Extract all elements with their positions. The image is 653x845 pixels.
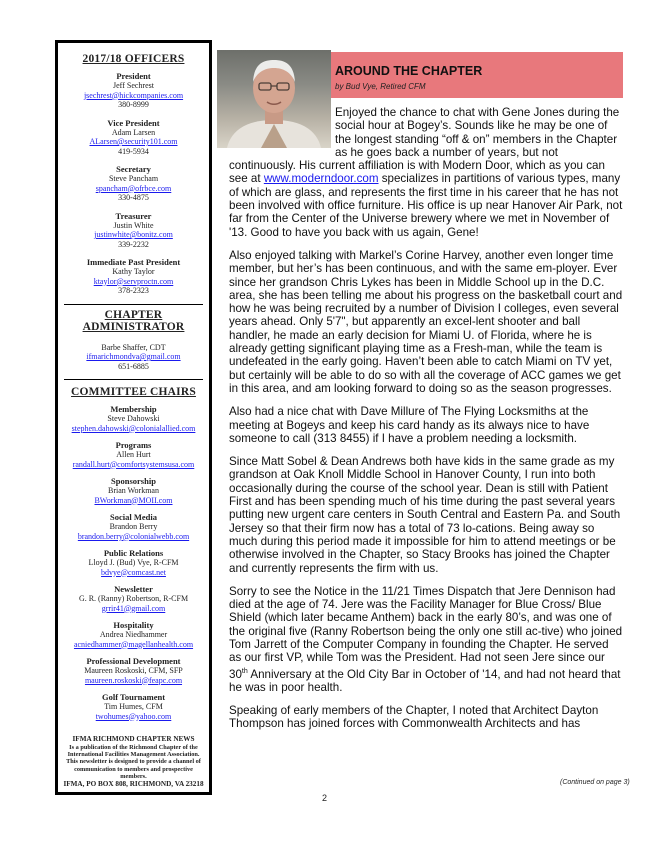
committee-email-link[interactable]: grrir41@gmail.com [101, 603, 166, 613]
officer-phone: 380-8999 [118, 100, 149, 109]
moderndoor-link[interactable]: www.moderndoor.com [263, 172, 379, 186]
newsletter-footer [62, 736, 205, 788]
page-number: 2 [322, 793, 328, 803]
committee-block [58, 440, 209, 469]
article-paragraph [229, 585, 624, 694]
footer-line: This newsletter is designed to provide a channel of communication to members and prospective members. [66, 758, 201, 781]
committee-chair-name: Steve Dahowski [107, 414, 160, 423]
committee-chair-name: Brian Workman [108, 486, 159, 495]
article-paragraph: Since Matt Sobel & Dean Andrews both have kids in the same grade as my grandson at Oak Knoll Middle School in Hanover County, I run into both occasionally during the course of the school year. Dean is still with Patient First and has been spending much of his time during the past several years putting new urgent care centers in South Central and Eastern Pa. and South Jersey so that their firm now has a total of 73 lo-cations. Being away so much during this period made it impossible for him to attend meetings or be otherwise involved in the Chapter, so Stacy Brooks has joined the Chapter and currently represents the firm with us. [229, 455, 621, 575]
officer-phone: 378-2323 [118, 286, 149, 295]
paragraph-text: Enjoyed the chance to chat with Gene Jones during the social hour at Bogey’s. Sounds like he may be one of the longest standing “off & on” members in the Chapter as he goes back a number of years, but not continuously. His current affiliation is with Modern Door, which as you can see at [229, 106, 620, 186]
committee-role: Sponsorship [111, 476, 156, 486]
officer-role: President [116, 71, 151, 81]
committee-chair-name: Brandon Berry [109, 522, 158, 531]
officer-block [58, 118, 209, 157]
committee-email-link[interactable]: BWorkman@MOII.com [94, 495, 173, 505]
admin-phone: 651-6885 [118, 361, 149, 371]
officer-name: Kathy Taylor [112, 267, 155, 276]
committee-role: Professional Development [86, 656, 181, 666]
committee-role: Newsletter [114, 584, 153, 594]
divider [64, 304, 203, 305]
committee-role: Programs [115, 440, 152, 450]
committee-block [58, 692, 209, 721]
article-body [229, 106, 624, 741]
officer-role: Vice President [107, 117, 160, 128]
committee-role: Hospitality [113, 620, 154, 630]
officer-role: Immediate Past President [86, 257, 181, 267]
committee-block [58, 512, 209, 541]
photo-wrap-spacer [229, 106, 335, 147]
officer-email-link[interactable]: justinwhite@bonitz.com [94, 230, 173, 239]
officers-list [58, 71, 209, 296]
committee-heading: COMMITTEE CHAIRS [71, 386, 196, 398]
admin-block [58, 343, 209, 372]
committee-role: Social Media [110, 512, 157, 522]
committee-email-link[interactable]: maureen.roskoski@feapc.com [84, 675, 183, 685]
article-paragraph: Speaking of early members of the Chapter, I noted that Architect Dayton Thompson has joined forces with Commonwealth Architects and has [229, 704, 599, 731]
footer-line: Is a publication of the Richmond Chapter of the International Facilities Management Association. [67, 743, 200, 758]
paragraph-text: Sorry to see the Notice in the 11/21 Times Dispatch that Jere Dennison had died at the age of 74. Jere was the Facility Manager for Blue Cross/ Blue Shield (which later became Anthem) back in the early 80’s, and was one of the original five (Ranny Robertson being the only one still ac-tive) who joined Tom Jarrett of the Computer Company in founding the Chapter. He served as our first VP, while Tom was the President. Had not seen Jere since our 30 [229, 584, 623, 681]
committee-block [58, 584, 209, 613]
officer-block [58, 164, 209, 203]
committee-email-link[interactable]: twohumes@yahoo.com [95, 711, 172, 721]
paragraph-text: Anniversary at the Old City Bar in October of '14, and had not heard that he was in poor health. [229, 667, 621, 694]
committee-block [58, 620, 209, 649]
article-byline: by Bud Vye, Retired CFM [335, 82, 426, 91]
sidebar-officers-panel [55, 40, 212, 795]
officer-phone: 339-2232 [118, 239, 149, 249]
committee-email-link[interactable]: randall.hurt@comfortsystemsusa.com [72, 459, 195, 469]
article-header-banner [331, 52, 623, 98]
committee-email-link[interactable]: acniedhammer@magellanhealth.com [73, 639, 194, 649]
committee-chair-name: Lloyd J. (Bud) Vye, R-CFM [88, 558, 179, 567]
officer-block [58, 211, 209, 250]
committee-email-link[interactable]: bdvye@comcast.net [101, 567, 166, 577]
officer-block [58, 71, 209, 110]
officer-phone: 419-5934 [118, 146, 149, 156]
footer-address: IFMA, PO BOX 808, RICHMOND, VA 23218 [63, 779, 204, 788]
officer-block [58, 257, 209, 296]
committee-chair-name: Allen Hurt [116, 450, 151, 459]
committee-chair-name: G. R. (Ranny) Robertson, R-CFM [78, 594, 189, 603]
officer-name: Steve Pancham [108, 174, 159, 183]
officer-email-link[interactable]: spancham@ofrbce.com [95, 183, 172, 193]
officer-name: Jeff Sechrest [113, 81, 154, 90]
article-paragraph: Also enjoyed talking with Markel’s Corine Harvey, another even longer time member, but her’s has been continuous, and with the same em-ployer. Ever since her grandson Chris Lykes has been in Middle School up in the D.C. area, she has been telling me about his progress on the basketball court and how he was being recruited by a number of Division I colleges, even several years ahead. Only 5'7", but apparently an excel-lent shooter and ball handler, he made an early decision for Miami U. of Florida, where he is already getting significant playing time as a Fresh-man, while the team is undefeated in the early going. Haven’t been able to catch Miami on TV yet, but certainly will be able to do so with all the coverage of ACC games we get in this area, and am looking forward to doing so as the season progresses. [229, 248, 623, 395]
officer-email-link[interactable]: jsechrest@hickcompanies.com [83, 90, 184, 100]
continued-note: (Continued on page 3) [560, 779, 630, 786]
admin-email-link[interactable]: ifmarichmondva@gmail.com [86, 352, 181, 361]
paragraph-text: specializes in partitions of various types, many of which are glass, and represents the first time in his career that he has not been involved with office furniture. His office is up near Hanover Air Park, not far from the Center of the Universe brewery where we met in November of '13. Good to have you back with us again, Gene! [229, 172, 623, 239]
committee-role: Golf Tournament [101, 692, 166, 702]
committee-block [58, 404, 209, 433]
committee-email-link[interactable]: stephen.dahowski@colonialallied.com [71, 423, 196, 433]
superscript: th [241, 667, 248, 675]
officer-name: Justin White [113, 220, 154, 230]
officer-email-link[interactable]: ktaylor@servproctn.com [93, 276, 174, 286]
officer-role: Secretary [116, 164, 151, 174]
admin-name: Barbe Shaffer, CDT [101, 342, 166, 352]
committee-block [58, 548, 209, 577]
committee-chair-name: Tim Humes, CFM [104, 702, 163, 711]
officer-role: Treasurer [115, 210, 152, 221]
article-paragraph [229, 106, 624, 239]
committee-list [58, 404, 209, 721]
committee-block [58, 656, 209, 685]
committee-email-link[interactable]: brandon.berry@colonialwebb.com [77, 531, 190, 541]
footer-title: IFMA RICHMOND CHAPTER NEWS [72, 735, 195, 744]
divider [64, 379, 203, 380]
committee-chair-name: Maureen Roskoski, CFM, SFP [84, 666, 183, 675]
officer-email-link[interactable]: ALarsen@security101.com [89, 137, 178, 146]
officers-heading: 2017/18 OFFICERS [82, 53, 185, 65]
article-title: AROUND THE CHAPTER [335, 64, 483, 78]
admin-heading: CHAPTER ADMINISTRATOR [82, 308, 185, 333]
committee-block [58, 476, 209, 505]
officer-name: Adam Larsen [111, 127, 156, 137]
officer-phone: 330-4875 [118, 193, 149, 202]
committee-chair-name: Andrea Niedhammer [99, 630, 168, 639]
article-paragraph: Also had a nice chat with Dave Millure of The Flying Locksmiths at the meeting at Bogeys and keep his card handy as its always nice to have someone to call (313 8455) if I have a problem needing a locksmith. [229, 405, 590, 445]
committee-role: Public Relations [103, 548, 164, 558]
committee-role: Membership [110, 404, 157, 414]
